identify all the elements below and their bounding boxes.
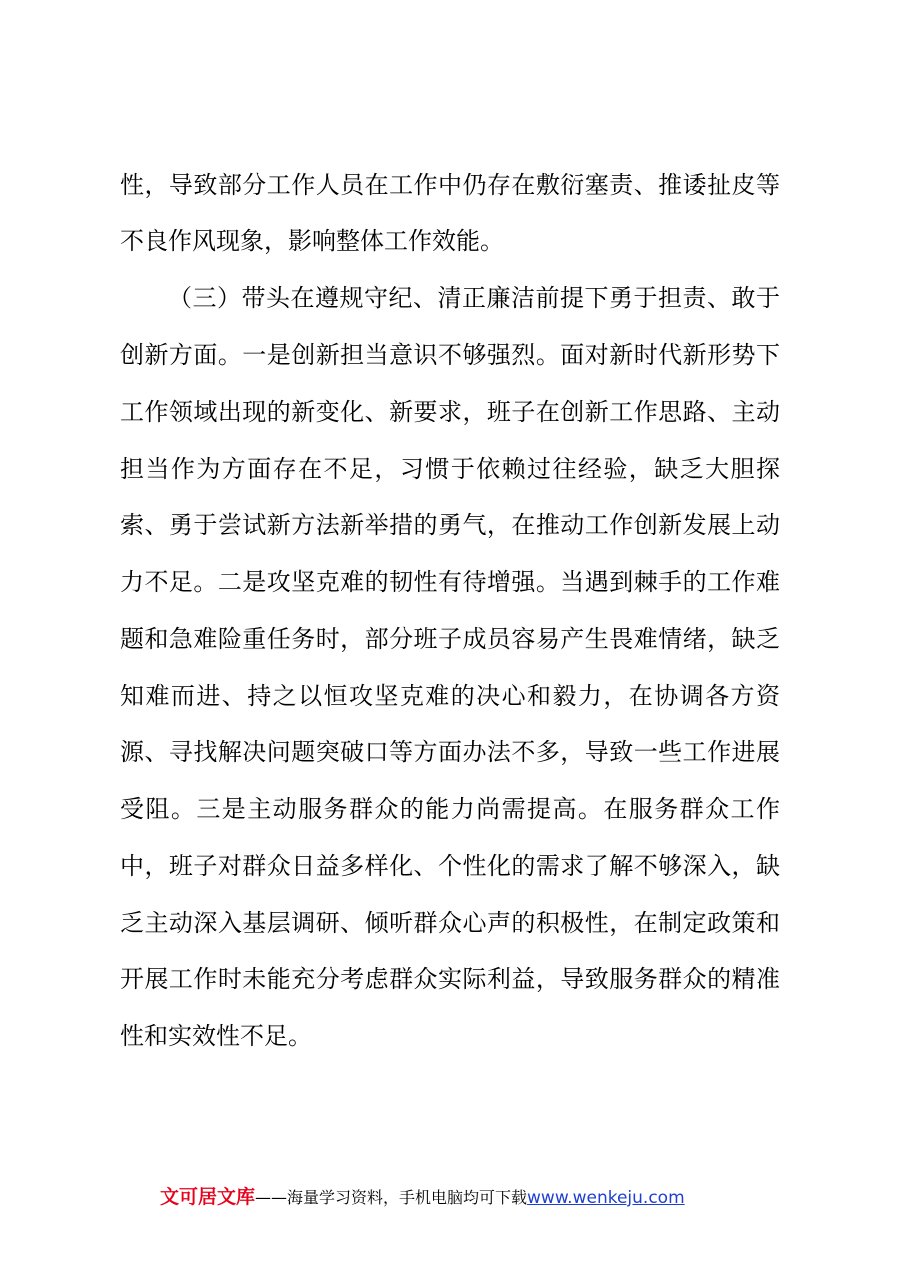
text-line-2: 不良作风现象，影响整体工作效能。 xyxy=(120,227,504,255)
text-line-12: 受阻。三是主动服务群众的能力尚需提高。在服务群众工作 xyxy=(120,795,780,823)
text-line-16: 性和实效性不足。 xyxy=(120,1022,312,1050)
text-line-15: 开展工作时未能充分考虑群众实际利益，导致服务群众的精准 xyxy=(120,965,780,993)
section-heading-3: （三）带头在遵规守纪、清正廉洁前提下勇于担责、敢于 xyxy=(168,284,780,312)
brand-name: 文可居文库 xyxy=(160,1186,256,1208)
footer-banner xyxy=(160,1183,685,1211)
text-line-7: 索、勇于尝试新方法新举措的勇气，在推动工作创新发展上动 xyxy=(120,511,780,539)
text-line-9: 题和急难险重任务时，部分班子成员容易产生畏难情绪，缺乏 xyxy=(120,625,780,653)
text-line-8: 力不足。二是攻坚克难的韧性有待增强。当遇到棘手的工作难 xyxy=(120,568,780,596)
text-line-14: 乏主动深入基层调研、倾听群众心声的积极性，在制定政策和 xyxy=(120,909,780,937)
text-line-4: 创新方面。一是创新担当意识不够强烈。面对新时代新形势下 xyxy=(120,341,780,369)
text-line-1: 性，导致部分工作人员在工作中仍存在敷衍塞责、推诿扯皮等 xyxy=(120,171,780,199)
website-link[interactable]: www.wenkeju.com xyxy=(527,1188,685,1208)
text-line-6: 担当作为方面存在不足，习惯于依赖过往经验，缺乏大胆探 xyxy=(120,455,780,483)
footer-tagline: ——海量学习资料，手机电脑均可下载 xyxy=(255,1188,528,1207)
text-line-13: 中，班子对群众日益多样化、个性化的需求了解不够深入，缺 xyxy=(120,852,780,880)
text-line-5: 工作领域出现的新变化、新要求，班子在创新工作思路、主动 xyxy=(120,398,780,426)
text-line-11: 源、寻找解决问题突破口等方面办法不多，导致一些工作进展 xyxy=(120,738,780,766)
text-line-10: 知难而进、持之以恒攻坚克难的决心和毅力，在协调各方资 xyxy=(120,682,780,710)
